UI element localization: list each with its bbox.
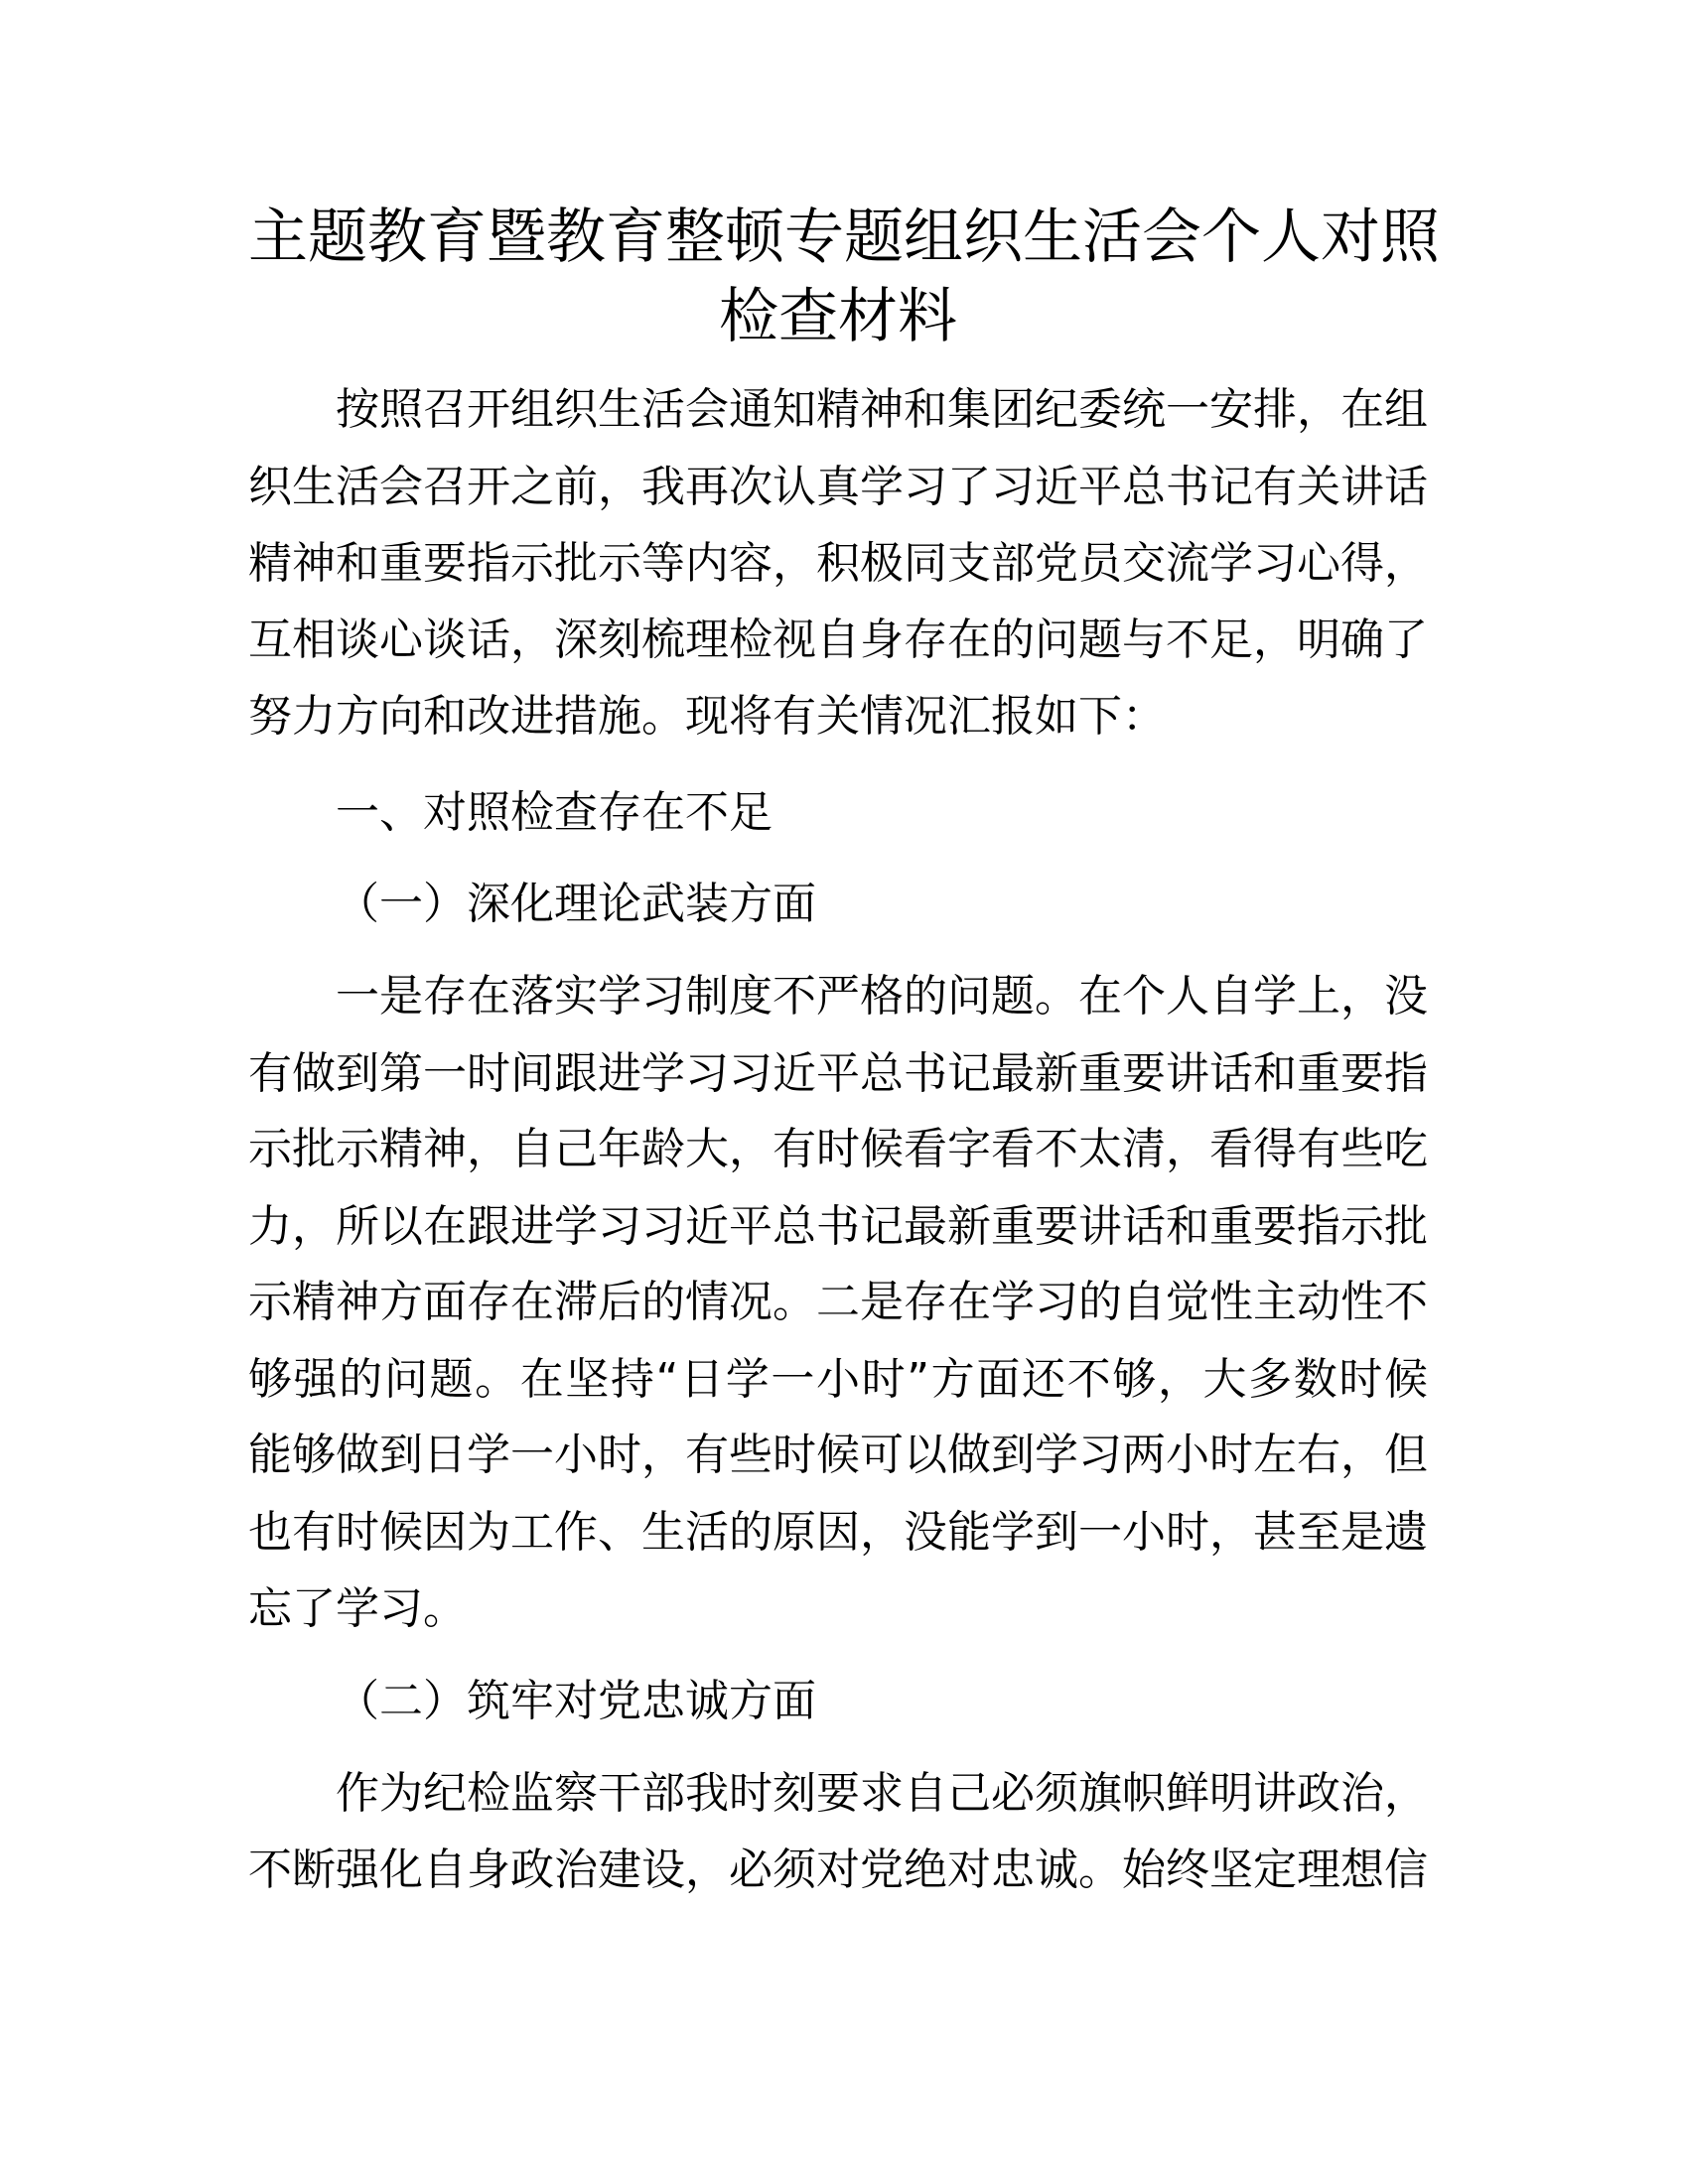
section-heading: 一、对照检查存在不足 [336, 787, 773, 838]
subsection-heading: （一）深化理论武装方面 [336, 879, 816, 929]
text-line: 也有时候因为工作、生活的原因，没能学到一小时，甚至是遗 [248, 1507, 1428, 1558]
subsection-heading: （二）筑牢对党忠诚方面 [336, 1676, 816, 1726]
text-line: 精神和重要指示批示等内容，积极同支部党员交流学习心得， [248, 538, 1428, 589]
text-line: 有做到第一时间跟进学习习近平总书记最新重要讲话和重要指 [248, 1048, 1428, 1099]
text-line: 示精神方面存在滞后的情况。二是存在学习的自觉性主动性不 [248, 1277, 1428, 1327]
text-line: 能够做到日学一小时，有些时候可以做到学习两小时左右，但 [248, 1430, 1428, 1480]
text-line: 互相谈心谈话，深刻梳理检视自身存在的问题与不足，明确了 [248, 614, 1428, 665]
text-line: 够强的问题。在坚持“日学一小时”方面还不够，大多数时候 [248, 1354, 1428, 1405]
text-line: 力，所以在跟进学习习近平总书记最新重要讲话和重要指示批 [248, 1201, 1428, 1252]
text-line: 按照召开组织生活会通知精神和集团纪委统一安排，在组 [336, 384, 1428, 435]
text-line: 织生活会召开之前，我再次认真学习了习近平总书记有关讲话 [248, 462, 1428, 512]
text-line: 一是存在落实学习制度不严格的问题。在个人自学上，没 [336, 971, 1428, 1022]
text-line: 忘了学习。 [248, 1583, 467, 1634]
text-line: 示批示精神，自己年龄大，有时候看字看不太清，看得有些吃 [248, 1124, 1428, 1174]
text-line: 作为纪检监察干部我时刻要求自己必须旗帜鲜明讲政治， [336, 1768, 1428, 1819]
text-line: 不断强化自身政治建设，必须对党绝对忠诚。始终坚定理想信 [248, 1844, 1428, 1895]
document-title-line-2: 检查材料 [719, 282, 957, 351]
text-line: 努力方向和改进措施。现将有关情况汇报如下： [248, 691, 1166, 742]
document-title-line-1: 主题教育暨教育整顿专题组织生活会个人对照 [248, 203, 1440, 272]
